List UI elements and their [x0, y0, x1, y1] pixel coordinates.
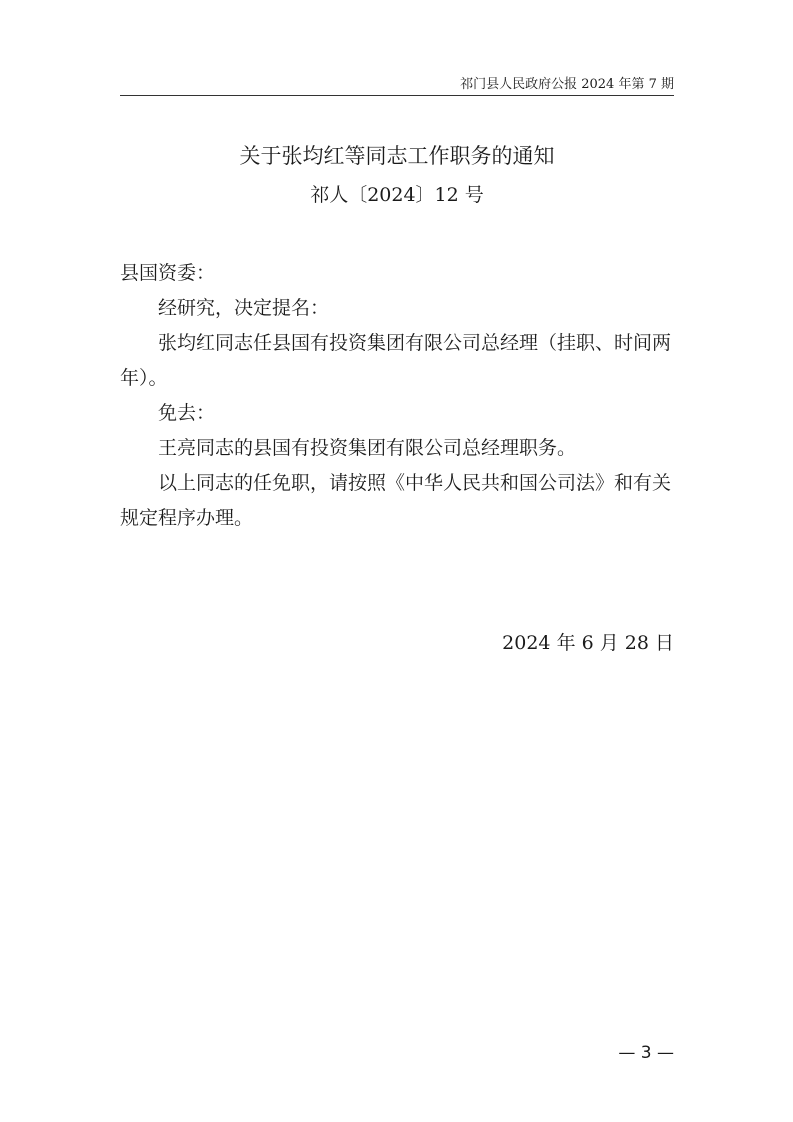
- paragraph-procedure: 以上同志的任免职，请按照《中华人民共和国公司法》和有关规定程序办理。: [120, 472, 672, 529]
- paragraph-research-decision: 经研究，决定提名：: [158, 297, 330, 319]
- addressee: 县国资委：: [120, 262, 216, 284]
- header-publication-text: 祁门县人民政府公报 2024 年第 7 期: [460, 77, 674, 92]
- page-header: [120, 74, 674, 96]
- paragraph-removal: 王亮同志的县国有投资集团有限公司总经理职务。: [158, 437, 577, 459]
- paragraph-appointment: 张均红同志任县国有投资集团有限公司总经理（挂职、时间两年）。: [120, 332, 672, 389]
- document-date: 2024 年 6 月 28 日: [502, 632, 674, 654]
- page-number: — 3 —: [618, 1043, 674, 1063]
- document-number: 祁人〔2024〕12 号: [310, 184, 484, 206]
- document-title: 关于张均红等同志工作职务的通知: [239, 144, 555, 168]
- paragraph-removal-heading: 免去：: [158, 402, 216, 424]
- document-body: [120, 256, 674, 536]
